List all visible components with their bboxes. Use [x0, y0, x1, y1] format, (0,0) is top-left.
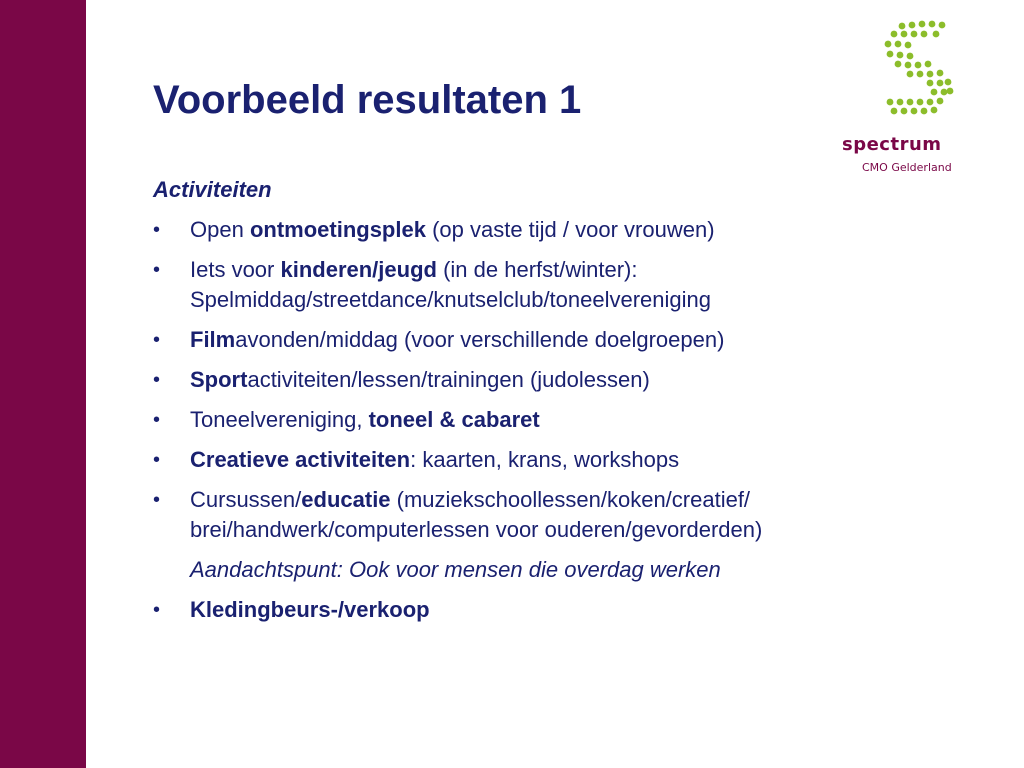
logo-dot	[895, 41, 902, 48]
bullet-icon: •	[153, 329, 161, 351]
logo-dot	[905, 42, 912, 49]
list-item: • Kledingbeurs-/verkoop	[153, 595, 973, 625]
bullet-icon: •	[153, 259, 161, 281]
list-item: • Toneelvereniging, toneel & cabaret	[153, 405, 973, 435]
logo-dot	[921, 108, 928, 115]
logo-dot	[931, 107, 938, 114]
list-item: • Filmavonden/middag (voor verschillende doelgroepen)	[153, 325, 973, 355]
spectrum-logo	[838, 14, 988, 184]
logo-dot	[925, 61, 932, 68]
attention-note: Aandachtspunt: Ook voor mensen die overdag werken	[190, 557, 721, 582]
list-item: • Iets voor kinderen/jeugd (in de herfst/winter): Spelmiddag/streetdance/knutselclub/toneelvereniging	[153, 257, 712, 312]
logo-dot	[931, 89, 938, 96]
bullet-list	[153, 215, 973, 625]
logo-dot	[911, 31, 918, 38]
logo-dot	[945, 79, 952, 86]
section-heading: Activiteiten	[153, 177, 272, 202]
list-item: • Cursussen/educatie (muziekschoollessen/koken/creatief/ brei/handwerk/computerlessen voor ouderen/gevorderden)	[153, 487, 763, 542]
logo-dot	[907, 71, 914, 78]
logo-name: spectrum	[842, 134, 942, 155]
logo-dot	[917, 71, 924, 78]
logo-dot	[937, 98, 944, 105]
logo-dot	[917, 99, 924, 106]
bullet-icon: •	[153, 489, 161, 511]
slide-body	[153, 175, 973, 635]
bullet-icon: •	[153, 599, 161, 621]
logo-dot	[901, 31, 908, 38]
logo-subtitle: CMO Gelderland	[862, 161, 952, 174]
list-item: • Sportactiviteiten/lessen/trainingen (judolessen)	[153, 365, 973, 395]
logo-dot	[899, 23, 906, 30]
logo-dot	[933, 31, 940, 38]
bullet-icon: •	[153, 219, 161, 241]
logo-dot	[907, 99, 914, 106]
logo-dot	[929, 21, 936, 28]
logo-dot	[885, 41, 892, 48]
list-item: • Creatieve activiteiten: kaarten, krans, workshops	[153, 445, 973, 475]
logo-dot	[937, 80, 944, 87]
logo-dot	[897, 99, 904, 106]
logo-dot	[905, 62, 912, 69]
logo-dot	[921, 31, 928, 38]
spectrum-s-icon	[880, 18, 960, 118]
bullet-icon: •	[153, 369, 161, 391]
logo-dot	[927, 71, 934, 78]
logo-dot	[927, 99, 934, 106]
bullet-icon: •	[153, 409, 161, 431]
logo-dot	[947, 88, 954, 95]
logo-dot	[941, 89, 948, 96]
slide-title: Voorbeeld resultaten 1	[153, 78, 582, 122]
logo-dot	[915, 62, 922, 69]
logo-dot	[901, 108, 908, 115]
logo-dot	[909, 22, 916, 29]
list-item: • Open ontmoetingsplek (op vaste tijd / voor vrouwen)	[153, 215, 973, 245]
logo-dot	[927, 80, 934, 87]
logo-dot	[887, 51, 894, 58]
logo-dot	[911, 108, 918, 115]
logo-dot	[887, 99, 894, 106]
logo-dot	[895, 61, 902, 68]
left-accent-bar	[0, 0, 86, 768]
logo-dot	[939, 22, 946, 29]
logo-dot	[891, 108, 898, 115]
logo-dot	[891, 31, 898, 38]
logo-dot	[907, 53, 914, 60]
logo-dot	[919, 21, 926, 28]
logo-dot	[937, 70, 944, 77]
bullet-icon: •	[153, 449, 161, 471]
logo-dot	[897, 52, 904, 59]
